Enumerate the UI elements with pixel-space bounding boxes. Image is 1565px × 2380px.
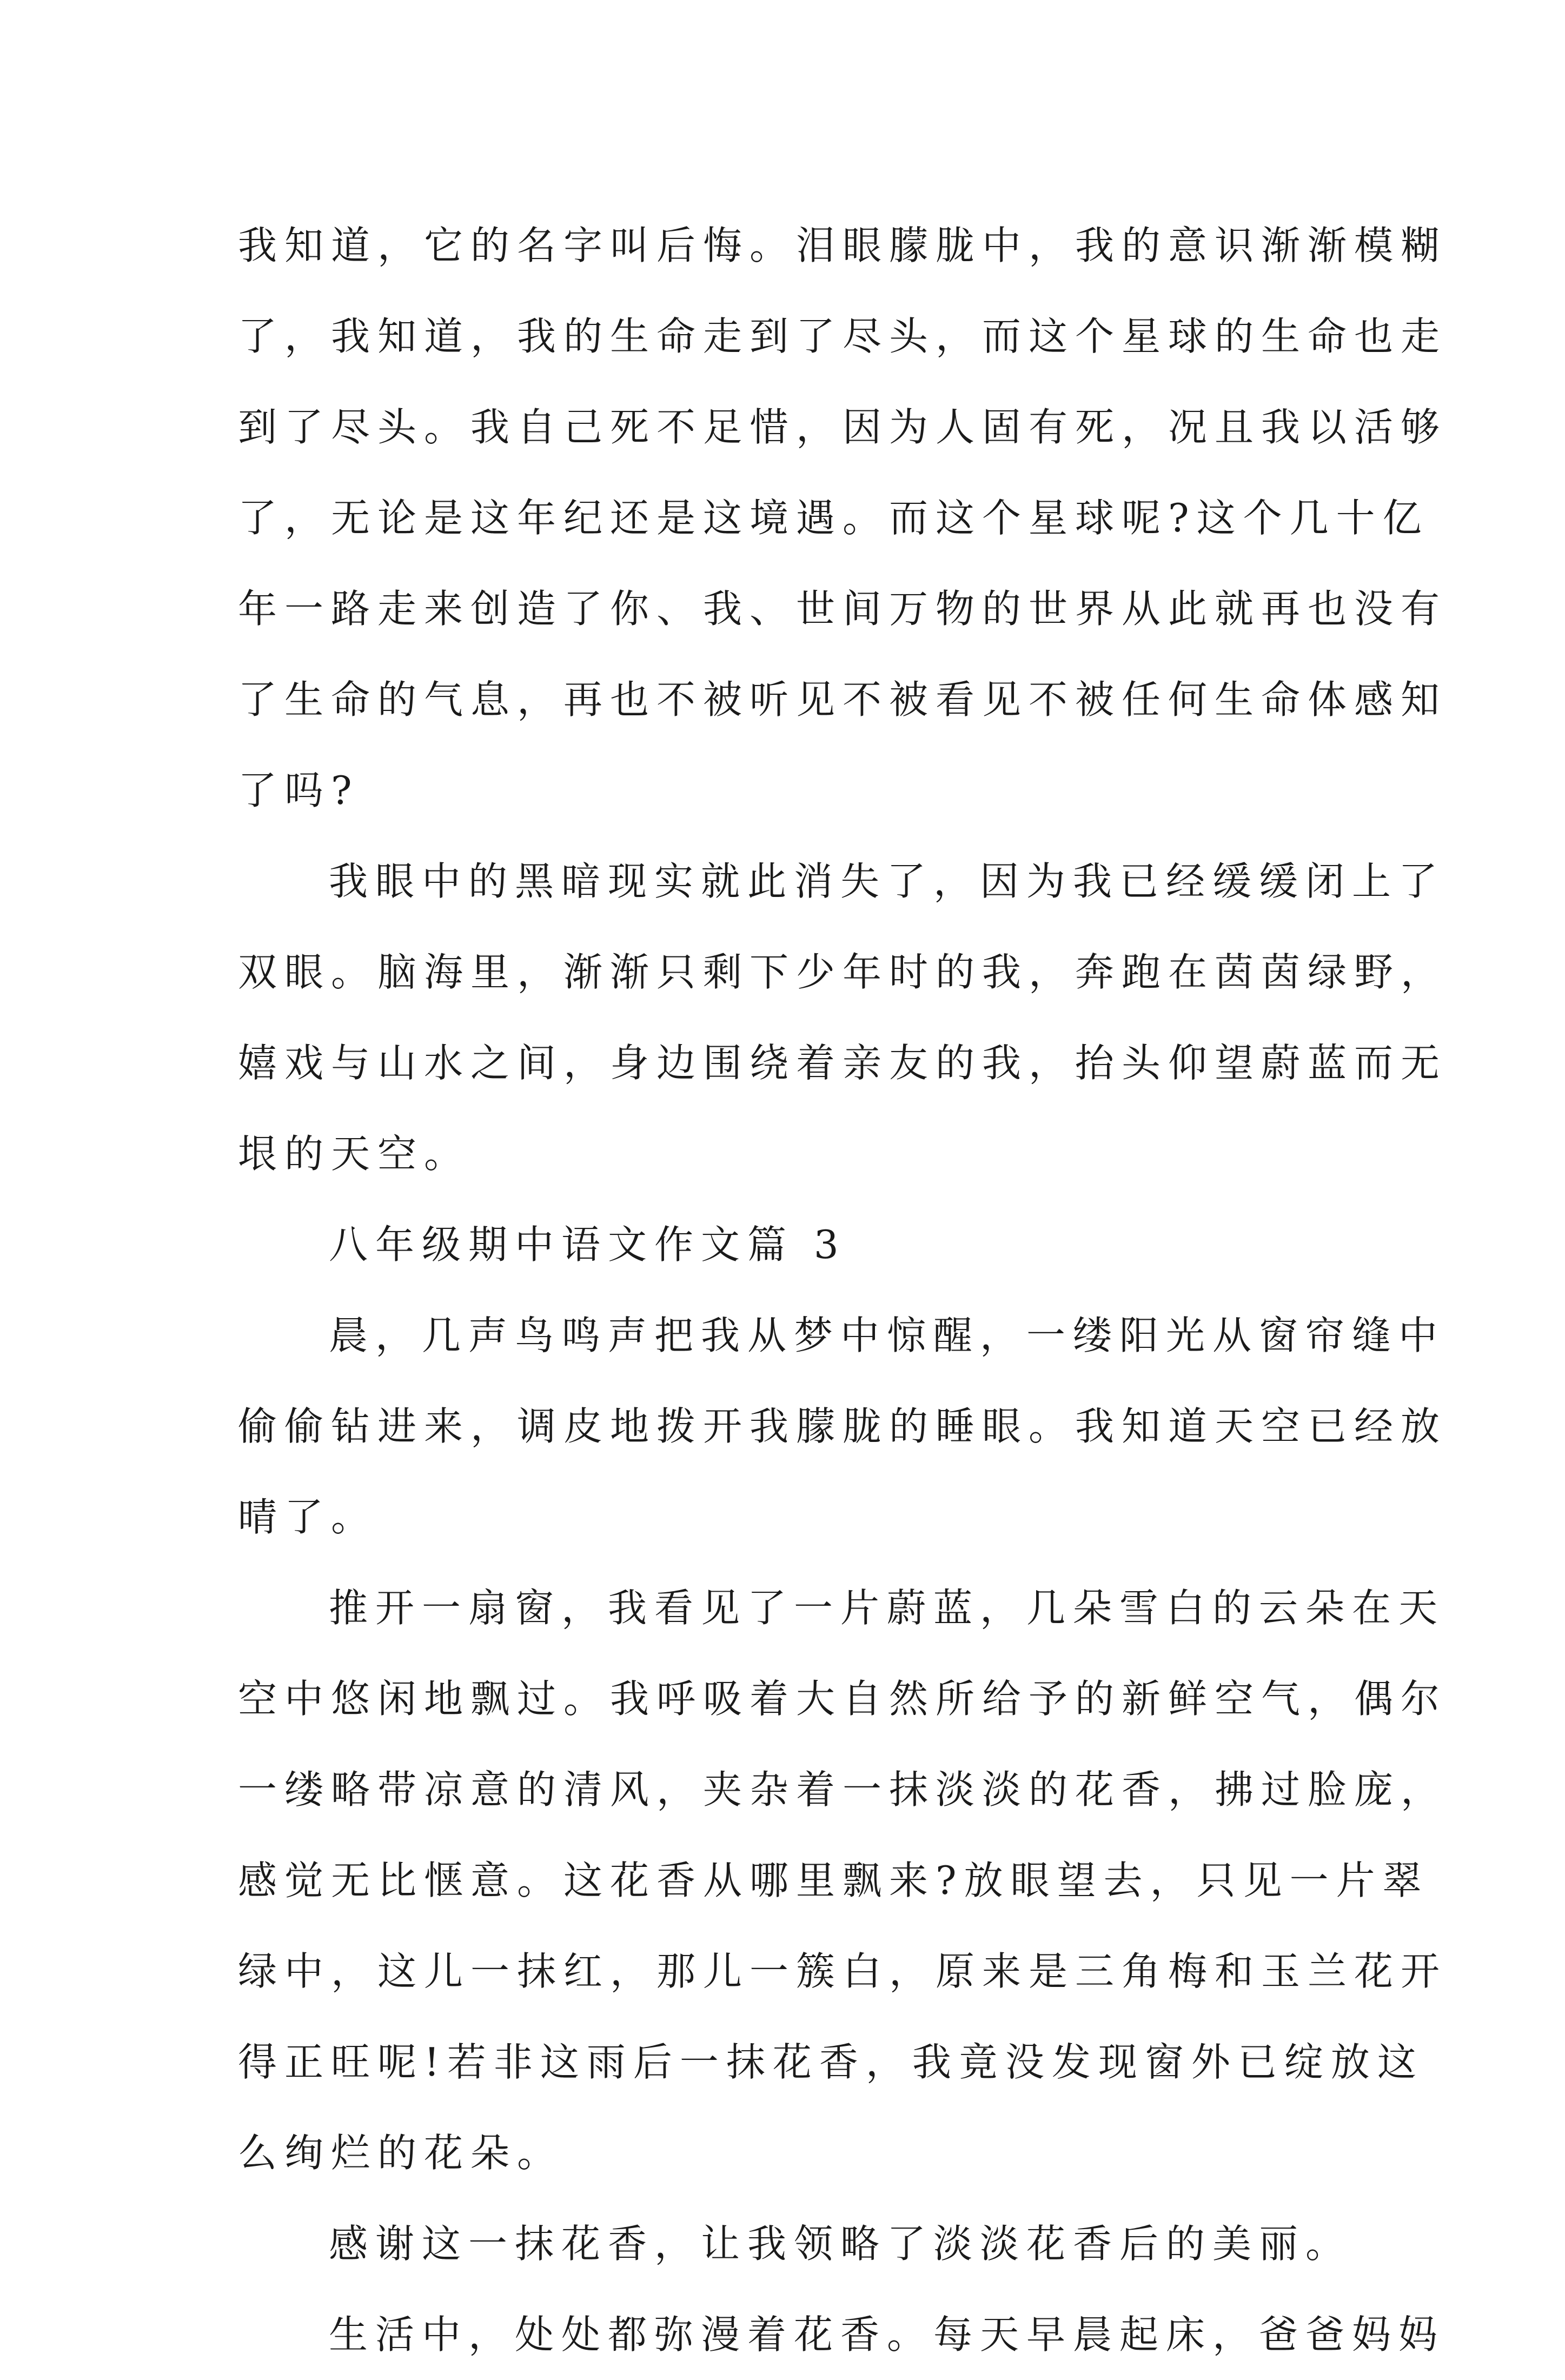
- text-line: 得正旺呢!若非这雨后一抹花香，我竟没发现窗外已绽放这: [238, 2039, 1424, 2085]
- paragraph-first-line: 我眼中的黑暗现实就此消失了，因为我已经缓缓闭上了: [329, 859, 1445, 904]
- paragraph-first-line: 生活中，处处都弥漫着花香。每天早晨起床，爸爸妈妈: [329, 2312, 1445, 2357]
- text-line: 到了尽头。我自己死不足惜，因为人固有死，况且我以活够: [238, 404, 1448, 450]
- text-line: 我知道，它的名字叫后悔。泪眼朦胧中，我的意识渐渐模糊: [238, 223, 1448, 268]
- text-line: 年一路走来创造了你、我、世间万物的世界从此就再也没有: [238, 586, 1448, 631]
- text-line: 了吗?: [238, 768, 360, 813]
- text-line: 感觉无比惬意。这花香从哪里飘来?放眼望去，只见一片翠: [238, 1858, 1429, 1903]
- text-line: 绿中，这儿一抹红，那儿一簇白，原来是三角梅和玉兰花开: [238, 1949, 1448, 1994]
- text-line: 空中悠闲地飘过。我呼吸着大自然所给予的新鲜空气，偶尔: [238, 1676, 1448, 1721]
- text-line: 嬉戏与山水之间，身边围绕着亲友的我，抬头仰望蔚蓝而无: [238, 1040, 1448, 1086]
- text-line: 了生命的气息，再也不被听见不被看见不被任何生命体感知: [238, 677, 1448, 722]
- text-line: 了，无论是这年纪还是这境遇。而这个星球呢?这个几十亿: [238, 495, 1429, 541]
- text-line: 么绚烂的花朵。: [238, 2130, 564, 2176]
- paragraph-first-line: 感谢这一抹花香，让我领略了淡淡花香后的美丽。: [329, 2221, 1352, 2266]
- text-line: 垠的天空。: [238, 1131, 471, 1176]
- text-line: 一缕略带凉意的清风，夹杂着一抹淡淡的花香，拂过脸庞，: [238, 1767, 1448, 1812]
- section-heading: 八年级期中语文作文篇 3: [329, 1222, 846, 1267]
- document-body: [238, 200, 1448, 2380]
- paragraph-first-line: 推开一扇窗，我看见了一片蔚蓝，几朵雪白的云朵在天: [329, 1585, 1445, 1631]
- text-line: 偷偷钻进来，调皮地拨开我朦胧的睡眼。我知道天空已经放: [238, 1404, 1448, 1449]
- text-line: 了，我知道，我的生命走到了尽头，而这个星球的生命也走: [238, 314, 1448, 359]
- text-line: 双眼。脑海里，渐渐只剩下少年时的我，奔跑在茵茵绿野，: [238, 949, 1448, 995]
- text-line: 晴了。: [238, 1494, 378, 1540]
- paragraph-first-line: 晨，几声鸟鸣声把我从梦中惊醒，一缕阳光从窗帘缝中: [329, 1313, 1445, 1358]
